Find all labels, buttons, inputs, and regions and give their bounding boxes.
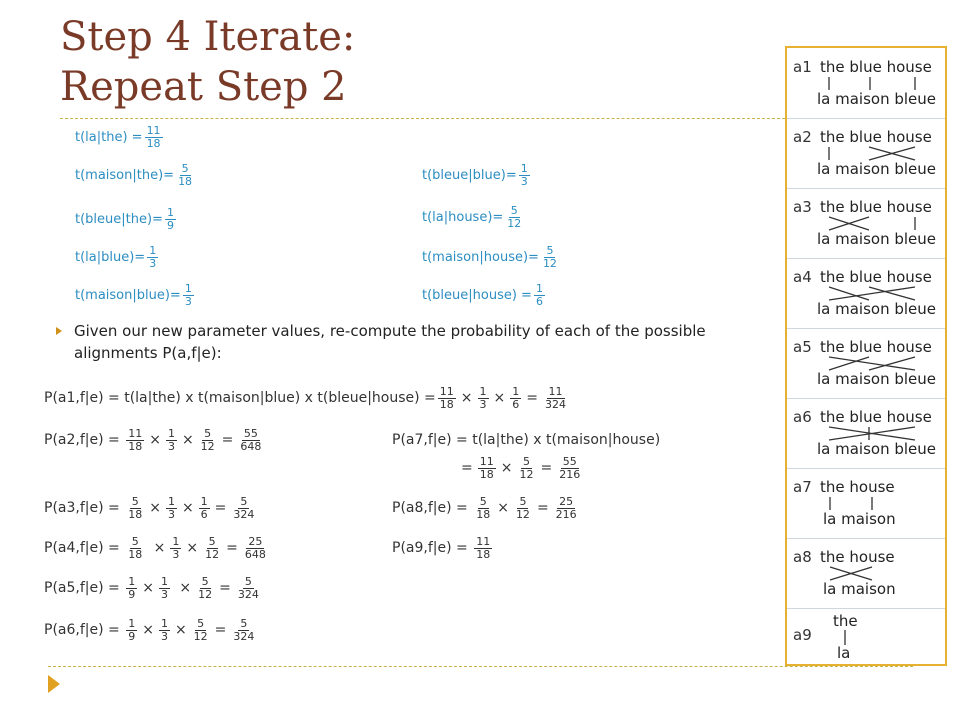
prob-a4: P(a4,f|e) = $\frac{5}{18}$ × $\frac{1}{3}$ × $\frac{5}{12}$ = $\frac{25}{648}$ [44,534,266,561]
prob-label: P(a6,f|e) = [44,622,120,638]
alignment-a1 [787,48,945,119]
alignment-label: a2 [793,128,812,146]
factor-fraction: $\frac{1}{9}$ [128,574,136,601]
alignment-label: a3 [793,198,812,216]
factor-fraction: $\frac{5}{12}$ [200,426,215,453]
result-fraction: $\frac{11}{324}$ [545,384,566,411]
french-sentence: la maison bleue [817,440,937,458]
result-fraction: $\frac{25}{648}$ [244,534,266,561]
alignment-a6 [787,398,945,469]
factor-fraction: $\frac{11}{18}$ [479,454,494,481]
param-label: t(maison|house)= [422,249,539,265]
bullet-point [56,320,716,364]
param-label: t(bleue|house) = [422,287,532,303]
alignment-a2 [787,118,945,189]
prob-expression: t(la|the) x t(maison|blue) x t(bleue|house) = [124,390,436,406]
alignment-label: a8 [793,548,812,566]
factor-fraction: $\frac{1}{6}$ [512,384,520,411]
factor-fraction: $\frac{1}{9}$ [128,616,136,643]
factor-fraction: $\frac{5}{18}$ [476,494,491,521]
alignment-links-a4 [787,258,945,328]
english-sentence: the blue house [820,58,932,76]
english-sentence: the blue house [820,408,932,426]
french-sentence: la maison bleue [817,370,937,388]
param-la-house [422,200,525,234]
bullet-arrow-icon [56,327,62,335]
prob-label: P(a2,f|e) = [44,432,120,448]
slide-title [60,12,355,112]
param-fraction: $\frac{1}{6}$ [535,281,543,308]
french-sentence: la maison bleue [817,300,937,318]
footer-arrow-icon [48,675,60,693]
alignment-label: a5 [793,338,812,356]
factor-fraction: $\frac{1}{3}$ [160,616,168,643]
factor-fraction: $\frac{5}{12}$ [198,574,213,601]
param-maison-blue [75,278,196,312]
factor-fraction: $\frac{11}{18}$ [128,426,143,453]
factor-fraction: $\frac{1}{3}$ [167,494,175,521]
factor-fraction: $\frac{1}{3}$ [167,426,175,453]
result-fraction: $\frac{5}{324}$ [233,616,255,643]
factor-fraction: $\frac{11}{18}$ [439,384,454,411]
french-sentence: la maison bleue [817,230,937,248]
param-label: t(la|blue)= [75,249,146,265]
prob-a6: P(a6,f|e) = $\frac{1}{9}$ × $\frac{1}{3}$ × $\frac{5}{12}$ = $\frac{5}{324}$ [44,616,255,643]
french-sentence: la maison bleue [817,90,937,108]
factor-fraction: $\frac{1}{3}$ [479,384,487,411]
prob-label: P(a1,f|e) = [44,390,120,406]
alignment-links-a8 [787,538,945,608]
alignment-links-a2 [787,118,945,188]
alignment-panel [785,46,947,666]
result-fraction: $\frac{55}{648}$ [240,426,262,453]
alignment-a8 [787,538,945,609]
param-label: t(maison|the)= [75,167,175,183]
alignment-a7 [787,468,945,539]
param-fraction: $\frac{5}{12}$ [507,203,522,230]
param-fraction: $\frac{1}{3}$ [149,243,157,270]
alignment-a3 [787,188,945,259]
alignment-a5 [787,328,945,399]
prob-label: P(a8,f|e) = [392,500,468,516]
english-sentence: the blue house [820,338,932,356]
param-fraction: $\frac{1}{3}$ [184,281,192,308]
footer-divider [48,666,913,667]
prob-label: P(a9,f|e) = [392,540,468,556]
prob-label: P(a5,f|e) = [44,580,120,596]
french-sentence: la maison [823,580,896,598]
prob-a5: P(a5,f|e) = $\frac{1}{9}$ × $\frac{1}{3}$ × $\frac{5}{12}$ = $\frac{5}{324}$ [44,574,259,601]
prob-a8: P(a8,f|e) = $\frac{5}{18}$ × $\frac{5}{12}$ = $\frac{25}{216}$ [392,494,577,521]
factor-fraction: $\frac{1}{3}$ [172,534,180,561]
param-fraction: $\frac{5}{18}$ [178,161,193,188]
param-maison-the [75,158,196,192]
alignment-links-a6 [787,398,945,468]
alignment-label: a9 [793,626,812,644]
french-sentence: la maison bleue [817,160,937,178]
alignment-links-a3 [787,188,945,258]
alignment-links-a9 [787,608,945,664]
english-sentence: the blue house [820,198,932,216]
french-sentence: la maison [823,510,896,528]
factor-fraction: $\frac{5}{12}$ [205,534,220,561]
alignment-a4 [787,258,945,329]
alignment-label: a7 [793,478,812,496]
prob-a3: P(a3,f|e) = $\frac{5}{18}$ × $\frac{1}{3}$ × $\frac{1}{6}$ = $\frac{5}{324}$ [44,494,255,521]
param-la-blue [75,240,160,274]
english-sentence: the house [820,548,895,566]
prob-expression: t(la|the) x t(maison|house) [472,432,661,448]
param-label: t(bleue|the)= [75,211,163,227]
english-sentence: the house [820,478,895,496]
english-sentence: the blue house [820,268,932,286]
alignment-label: a6 [793,408,812,426]
param-bleue-blue [422,158,532,192]
param-fraction: $\frac{11}{18}$ [146,123,161,150]
prob-label: P(a4,f|e) = [44,540,120,556]
prob-a7-values: = $\frac{11}{18}$ × $\frac{5}{12}$ = $\frac{55}{216}$ [461,454,581,481]
param-label: t(bleue|blue)= [422,167,517,183]
param-bleue-the [75,202,178,236]
alignment-links-a5 [787,328,945,398]
prob-a1: P(a1,f|e) = t(la|the) x t(maison|blue) x t(bleue|house) = $\frac{11}{18}$ × $\frac{1}{3}$ × $\frac{1}{6}$ = $\frac{11}{324}$ [44,384,566,411]
title-line-2: Repeat Step 2 [60,64,347,110]
french-sentence: la [837,644,851,662]
factor-fraction: $\frac{5}{12}$ [515,494,530,521]
alignment-a9 [787,608,945,664]
prob-label: P(a3,f|e) = [44,500,120,516]
prob-a9 [392,530,494,566]
title-line-1: Step 4 Iterate: [60,14,356,60]
factor-fraction: $\frac{1}{6}$ [200,494,208,521]
param-bleue-house [422,278,547,312]
english-sentence: the [833,612,858,630]
result-fraction: $\frac{25}{216}$ [555,494,577,521]
prob-a2: P(a2,f|e) = $\frac{11}{18}$ × $\frac{1}{3}$ × $\frac{5}{12}$ = $\frac{55}{648}$ [44,426,262,453]
result-fraction: $\frac{55}{216}$ [559,454,581,481]
param-fraction: $\frac{1}{3}$ [520,161,528,188]
factor-fraction: $\frac{5}{18}$ [128,494,143,521]
factor-fraction: $\frac{1}{3}$ [160,574,168,601]
result-fraction: $\frac{11}{18}$ [476,534,491,561]
param-maison-house [422,240,561,274]
param-la-the [75,120,165,154]
factor-fraction: $\frac{5}{12}$ [519,454,534,481]
factor-fraction: $\frac{5}{18}$ [128,534,143,561]
param-label: t(maison|blue)= [75,287,181,303]
factor-fraction: $\frac{5}{12}$ [193,616,208,643]
result-fraction: $\frac{5}{324}$ [233,494,255,521]
bullet-text: Given our new parameter values, re-compute the probability of each of the possible alignments P(a,f|e): [74,322,706,362]
alignment-label: a1 [793,58,812,76]
prob-label: P(a7,f|e) = [392,432,468,448]
alignment-links-a1 [787,48,945,118]
alignment-label: a4 [793,268,812,286]
param-label: t(la|the) = [75,129,143,145]
param-fraction: $\frac{1}{9}$ [166,205,174,232]
param-fraction: $\frac{5}{12}$ [542,243,557,270]
param-label: t(la|house)= [422,209,504,225]
title-divider [60,118,785,119]
result-fraction: $\frac{5}{324}$ [237,574,259,601]
alignment-links-a7 [787,468,945,538]
english-sentence: the blue house [820,128,932,146]
